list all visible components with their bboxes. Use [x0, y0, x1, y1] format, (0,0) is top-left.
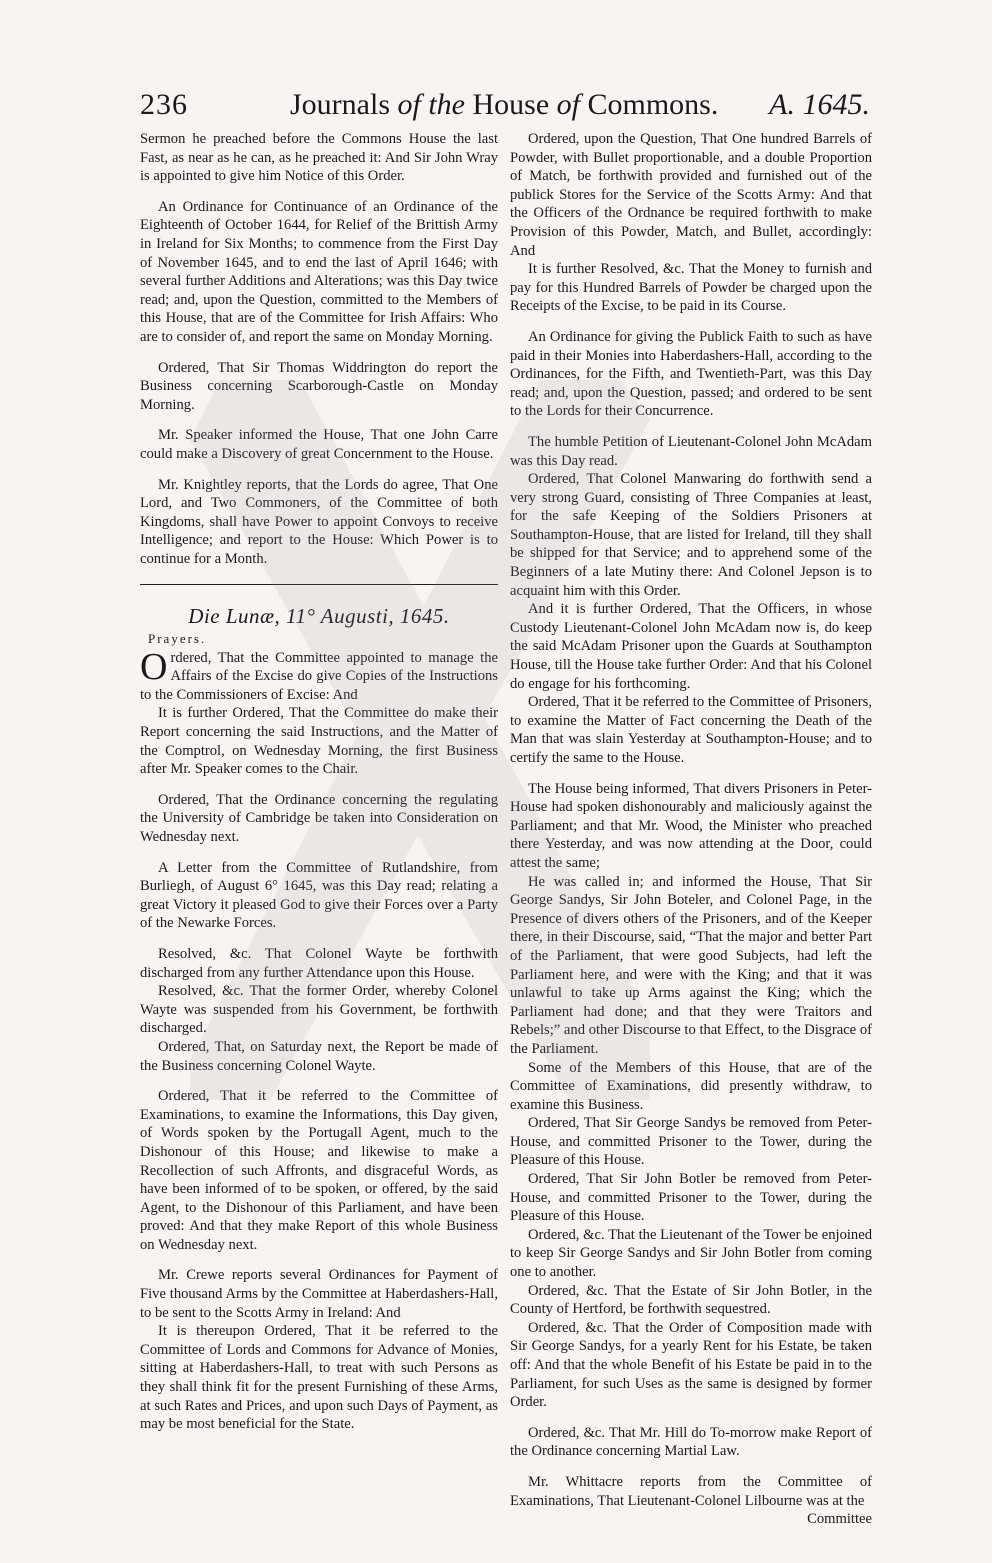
paragraph: Ordered, That Colonel Manwaring do forthwith send a very strong Guard, consisting of Three Companies at least, for the safe Keeping of the Soldiers Prisoners at Southampton-House, that are listed for Ireland, till they shall be shipped for that Service; and to apprehend some of the Beginners of a late Mutiny there: And Colonel Jepson is to acquaint him with this Order. — [510, 471, 872, 599]
paragraph: Ordered, That Sir George Sandys be removed from Peter-House, and committed Prisoner to the Tower, during the Pleasure of this House. — [510, 1115, 872, 1169]
paragraph: Resolved, &c. That the former Order, whereby Colonel Wayte was suspended from his Government, be forthwith discharged. — [140, 983, 498, 1037]
paragraph: Ordered, &c. That the Lieutenant of the Tower be enjoined to keep Sir George Sandys and Sir John Botler from coming one to another. — [510, 1226, 872, 1281]
paragraph: A Letter from the Committee of Rutlandshire, from Burliegh, of August 6° 1645, was this Day read; relating a great Victory it pleased God to give their Forces over a Party of the Newarke Forces. — [140, 859, 498, 932]
left-column — [140, 130, 498, 1434]
paragraph: Ordered, That the Ordinance concerning the regulating the University of Cambridge be taken into Consideration on Wednesday next. — [140, 791, 498, 845]
paragraph: Ordered, &c. That the Estate of Sir John Botler, in the County of Hertford, be forthwith sequestred. — [510, 1282, 872, 1318]
catchword: Committee — [807, 1511, 872, 1528]
paragraph: Mr. Whittacre reports from the Committee of Examinations, That Lieutenant-Colonel Lilbourne was at the — [510, 1473, 872, 1509]
paragraph: Ordered, upon the Question, That One hundred Barrels of Powder, with Bullet proportionable, and a double Proportion of Match, be forthwith provided and furnished out of the publick Stores for the Service of the Scotts Army: And that the Officers of the Ordnance be required forthwith to make Provision of this Powder, Match, and Bullet, accordingly: And — [510, 131, 872, 259]
paragraph: It is further Resolved, &c. That the Money to furnish and pay for this Hundred Barrels of Powder be charged upon the Receipts of the Excise, to be paid in its Course. — [510, 261, 872, 315]
paragraph: Ordered, &c. That Mr. Hill do To-morrow make Report of the Ordinance concerning Martial Law. — [510, 1424, 872, 1460]
page-header — [140, 88, 870, 132]
paragraph: Ordered, That it be referred to the Committee of Prisoners, to examine the Matter of Fact concerning the Death of the Man that was slain Yesterday at Southampton-House; and to certify the same to the House. — [510, 694, 872, 766]
paragraph: Mr. Speaker informed the House, That one John Carre could make a Discovery of great Concernment to the House. — [140, 427, 498, 462]
year-marker: A. 1645. — [769, 88, 870, 121]
paragraph: The House being informed, That divers Prisoners in Peter-House had spoken dishonourably and maliciously against the Parliament; and that Mr. Wood, the Minister who preached there Yesterday, and was now attending at the Door, could attest the same; — [510, 780, 872, 871]
paragraph: Resolved, &c. That Colonel Wayte be forthwith discharged from any further Attendance upon this House. — [140, 945, 498, 981]
page-number: 236 — [140, 88, 188, 121]
section-divider — [140, 584, 498, 585]
paragraph: And it is further Ordered, That the Officers, in whose Custody Lieutenant-Colonel John McAdam now is, do keep the said McAdam Prisoner upon the Guards at Southampton House, till the House take further Order: And that his Colonel do engage for his forthcoming. — [510, 601, 872, 692]
paragraph: Ordered, That Sir Thomas Widdrington do report the Business concerning Scarborough-Castle on Monday Morning. — [140, 359, 498, 413]
paragraph: It is thereupon Ordered, That it be referred to the Committee of Lords and Commons for Advance of Monies, sitting at Haberdashers-Hall, to treat with such Persons as they shall think fit for the present Furnishing of these Arms, at such Rates and Prices, and upon such Days of Payment, as may be most beneficial for the State. — [140, 1323, 498, 1433]
drop-cap: O — [140, 645, 168, 688]
paragraph: Sermon he preached before the Commons House the last Fast, as near as he can, as he preached it: And Sir John Wray is appointed to give him Notice of this Order. — [140, 131, 498, 185]
paragraph: Ordered, That, on Saturday next, the Report be made of the Business concerning Colonel Wayte. — [140, 1038, 498, 1074]
day-heading: Die Lunæ, 11° Augusti, 1645. — [188, 604, 450, 629]
paragraph: Ordered, That the Committee appointed to manage the Affairs of the Excise do give Copies of the Instructions to the Commissioners of Excise: And — [140, 645, 498, 703]
right-column — [510, 130, 872, 1529]
paragraph: An Ordinance for giving the Publick Faith to such as have paid in their Monies into Haberdashers-Hall, according to the Ordinances, for the Fifth, and Twentieth-Part, was this Day read; and, upon the Question, passed; and ordered to be sent to the Lords for their Concurrence. — [510, 328, 872, 420]
prayers-label: Prayers. — [148, 631, 207, 647]
paragraph: Mr. Crewe reports several Ordinances for Payment of Five thousand Arms by the Committee at Haberdashers-Hall, to be sent to the Scotts Army in Ireland: And — [140, 1267, 498, 1321]
paragraph: An Ordinance for Continuance of an Ordinance of the Eighteenth of October 1644, for Relief of the Brittish Army in Ireland for Six Months; to commence from the First Day of November 1645, and to end the last of April 1646; with several further Additions and Alterations; was this Day twice read; and, upon the Question, committed to the Members of this House, that are of the Committee for Irish Affairs: Who are to consider of, and report the same on Monday Morning. — [140, 198, 498, 345]
running-title: Journals of the House of Commons. — [290, 88, 719, 121]
paragraph: Ordered, &c. That the Order of Composition made with Sir George Sandys, for a yearly Rent for his Estate, be taken off: And that the whole Benefit of his Estate be paid in to the Parliament, for such Uses as the same is designed by former Order. — [510, 1319, 872, 1411]
paragraph: Mr. Knightley reports, that the Lords do agree, That One Lord, and Two Commoners, of the Committee of both Kingdoms, shall have Power to appoint Convoys to receive Intelligence; and report to the House: Which Power is to continue for a Month. — [140, 476, 498, 567]
paragraph: He was called in; and informed the House, That Sir George Sandys, Sir John Boteler, and Colonel Page, in the Presence of divers others of the Prisoners, and of the Keeper there, in their Discourse, said, “That the major and better Part of the Parliament, that were good Subjects, had left the Parliament here, and were with the King; and that it was unlawful to take up Arms against the King; which the Parliament had done; and that they were Traitors and Rebels;” and other Discourse to that Effect, to the Disgrace of the Parliament. — [510, 873, 872, 1057]
paragraph: The humble Petition of Lieutenant-Colonel John McAdam was this Day read. — [510, 433, 872, 469]
paragraph: Ordered, That it be referred to the Committee of Examinations, to examine the Informations, this Day given, of Words spoken by the Portugall Agent, much to the Dishonour of this House; and likewise to make a Recollection of such Affronts, and disgraceful Words, as have been informed of to be spoken, or offered, by the said Agent, to the Dishonour of this Parliament, and have been proved: And that they make Report of this whole Business on Wednesday next. — [140, 1088, 498, 1253]
paragraph: It is further Ordered, That the Committee do make their Report concerning the said Instructions, and the Matter of the Comptrol, on Wednesday Morning, the first Business after Mr. Speaker comes to the Chair. — [140, 705, 498, 778]
paragraph: Some of the Members of this House, that are of the Committee of Examinations, did presently withdraw, to examine this Business. — [510, 1059, 872, 1113]
paragraph: Ordered, That Sir John Botler be removed from Peter-House, and committed Prisoner to the Tower, during the Pleasure of this House. — [510, 1171, 872, 1225]
